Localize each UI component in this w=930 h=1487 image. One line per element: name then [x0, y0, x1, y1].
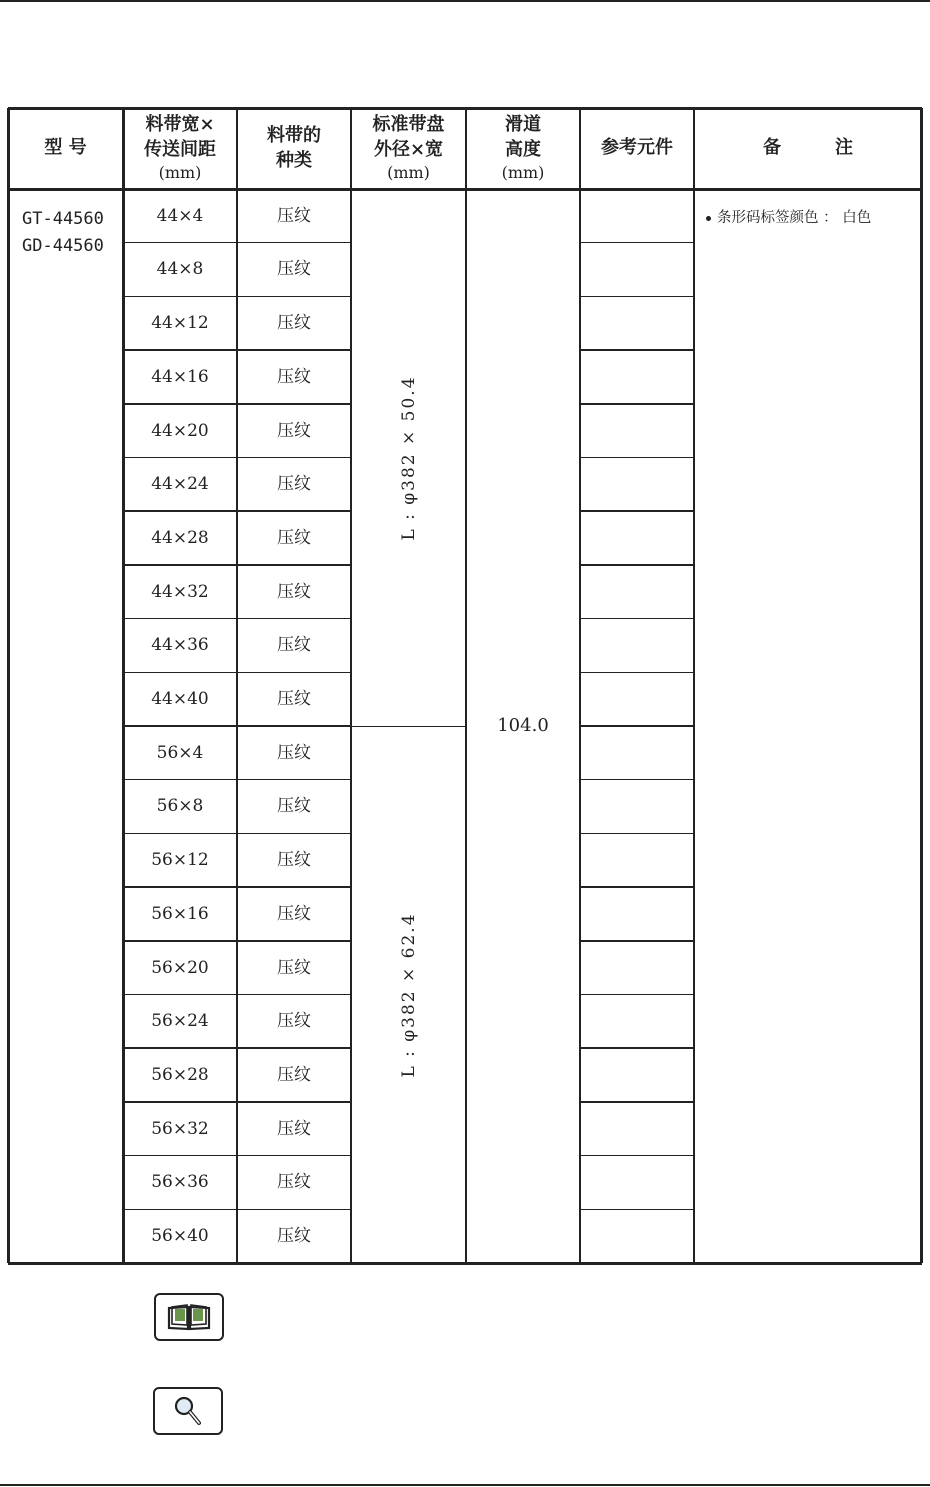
tape-type-cell: 压纹 [277, 903, 311, 924]
book-icon-button[interactable] [154, 1293, 224, 1341]
header-line: 料带的 [267, 125, 321, 147]
tape-size-cell: 44×28 [151, 527, 209, 548]
magnifier-icon-button[interactable] [153, 1387, 223, 1435]
row-divider [580, 403, 694, 405]
row-divider [580, 564, 694, 566]
tape-type-cell: 压纹 [277, 850, 311, 871]
header-unit: (mm) [387, 163, 430, 182]
row-divider [580, 886, 694, 888]
row-divider [123, 1155, 351, 1157]
header-line: 料带宽× [145, 114, 215, 136]
tape-type-cell: 压纹 [277, 635, 311, 656]
header-line: 标准带盘 [372, 114, 445, 136]
row-divider [580, 672, 694, 674]
row-divider [123, 672, 351, 674]
row-divider [123, 618, 351, 620]
header-line: 高度 [505, 138, 541, 160]
row-divider [123, 457, 351, 459]
row-divider [123, 403, 351, 405]
column-divider [350, 108, 352, 1263]
tape-size-cell: 44×8 [156, 259, 204, 280]
tape-type-cell: 压纹 [277, 957, 311, 978]
header-cell [466, 108, 580, 189]
row-divider [123, 349, 351, 351]
tape-type-cell: 压纹 [277, 205, 311, 226]
magnifier-icon [173, 1395, 203, 1427]
header-cell [694, 108, 922, 189]
row-divider [123, 242, 351, 244]
tape-type-cell: 压纹 [277, 474, 311, 495]
reel-size-label: L : φ382 × 50.4 [398, 374, 419, 541]
header-unit: (mm) [158, 163, 202, 182]
row-divider [580, 940, 694, 942]
book-icon [166, 1302, 212, 1332]
header-cell [8, 108, 123, 189]
row-divider [580, 1047, 694, 1049]
header-line: 种类 [276, 149, 312, 171]
header-cell [351, 108, 466, 189]
header-line: 外径×宽 [373, 138, 444, 160]
bullet-dot [706, 216, 711, 221]
tape-type-cell: 压纹 [277, 689, 311, 710]
tape-size-cell: 44×32 [151, 581, 209, 602]
tape-type-cell: 压纹 [277, 1011, 311, 1032]
row-divider [123, 1209, 351, 1211]
row-divider [123, 1047, 351, 1049]
tape-size-cell: 44×12 [151, 313, 209, 334]
row-divider [123, 886, 351, 888]
header-line: 型 号 [44, 137, 87, 159]
tape-size-cell: 56×16 [151, 903, 209, 924]
row-divider [580, 725, 694, 727]
column-divider [693, 108, 695, 1263]
tape-size-cell: 56×8 [156, 796, 204, 817]
tape-size-cell: 44×24 [151, 474, 209, 495]
column-divider [465, 108, 467, 1263]
row-divider [123, 779, 351, 781]
row-divider [123, 564, 351, 566]
table-border-right [920, 108, 923, 1263]
header-line: 滑道 [505, 114, 541, 136]
table-border-left [7, 108, 10, 1263]
header-cell [237, 108, 351, 189]
header-unit: (mm) [501, 163, 545, 182]
row-divider [123, 833, 351, 835]
header-cell [580, 108, 694, 189]
tape-type-cell: 压纹 [277, 420, 311, 441]
tape-size-cell: 44×36 [151, 635, 209, 656]
tape-type-cell: 压纹 [277, 581, 311, 602]
header-line: 备 注 [763, 137, 853, 159]
tape-size-cell: 56×32 [151, 1118, 209, 1139]
row-divider [123, 940, 351, 942]
row-divider [580, 779, 694, 781]
tape-size-cell: 44×16 [151, 366, 209, 387]
reel-size-label: L : φ382 × 62.4 [398, 911, 419, 1078]
bottom-rule [0, 1484, 930, 1486]
header-cell [123, 108, 237, 189]
row-divider [123, 1101, 351, 1103]
row-divider [580, 296, 694, 298]
tape-type-cell: 压纹 [277, 1226, 311, 1247]
row-divider [123, 296, 351, 298]
row-divider [580, 1209, 694, 1211]
tape-size-cell: 56×36 [151, 1172, 209, 1193]
header-line: 传送间距 [144, 138, 216, 160]
tape-size-cell: 56×40 [151, 1226, 209, 1247]
tape-type-cell: 压纹 [277, 527, 311, 548]
tape-type-cell: 压纹 [277, 1118, 311, 1139]
tape-type-cell: 压纹 [277, 259, 311, 280]
tape-size-cell: 56×28 [151, 1064, 209, 1085]
row-divider [580, 1155, 694, 1157]
row-divider [580, 349, 694, 351]
model-cell [8, 189, 123, 1263]
row-divider [580, 833, 694, 835]
tape-size-cell: 44×20 [151, 420, 209, 441]
reel-group-divider [351, 726, 466, 727]
tape-type-cell: 压纹 [277, 1064, 311, 1085]
slide-height-cell: 104.0 [497, 715, 549, 737]
tape-type-cell: 压纹 [277, 313, 311, 334]
row-divider [123, 725, 351, 727]
row-divider [580, 994, 694, 996]
tape-size-cell: 44×40 [151, 689, 209, 710]
model-name: GT-44560 [22, 209, 104, 229]
model-name: GD-44560 [22, 236, 104, 256]
tape-type-cell: 压纹 [277, 742, 311, 763]
row-divider [123, 510, 351, 512]
header-line: 参考元件 [601, 137, 673, 159]
row-divider [580, 510, 694, 512]
tape-size-cell: 44×4 [156, 205, 204, 226]
tape-type-cell: 压纹 [277, 366, 311, 387]
column-divider [579, 108, 581, 1263]
row-divider [580, 618, 694, 620]
note-text [706, 206, 871, 227]
row-divider [580, 457, 694, 459]
column-divider [122, 108, 125, 1263]
tape-type-cell: 压纹 [277, 1172, 311, 1193]
tape-size-cell: 56×20 [151, 957, 209, 978]
tape-size-cell: 56×4 [156, 742, 204, 763]
tape-size-cell: 56×24 [151, 1011, 209, 1032]
note-label: 条形码标签颜色 ： 白色 [717, 210, 872, 226]
row-divider [580, 242, 694, 244]
row-divider [123, 994, 351, 996]
row-divider [580, 1101, 694, 1103]
tape-size-cell: 56×12 [151, 850, 209, 871]
column-divider [236, 108, 238, 1263]
tape-type-cell: 压纹 [277, 796, 311, 817]
